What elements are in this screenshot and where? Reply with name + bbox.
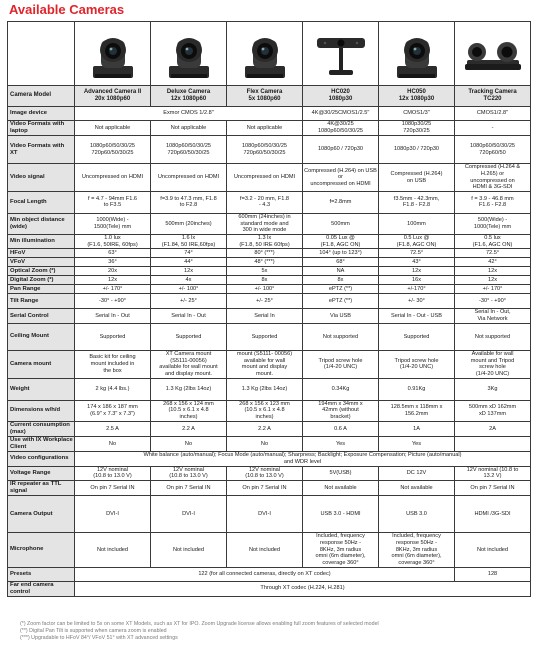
row-label: Pan Range (8, 285, 75, 294)
table-row (8, 258, 531, 267)
table-cell: 1.6 lx (F1.84, 50 IRE,60fps) (151, 235, 227, 249)
row-label: Focal Length (8, 191, 75, 213)
table-cell: 12x (455, 267, 531, 276)
table-cell: 36° (75, 258, 151, 267)
table-cell: 2A (455, 421, 531, 436)
table-cell: 104° (up to 123°) (303, 249, 379, 258)
ptz-camera-icon (385, 26, 449, 84)
table-cell: Included, frequency response 50Hz - 8KHz, 3m radius omni (6m diameter), coverage 360° (303, 533, 379, 568)
table-row (8, 496, 531, 533)
table-cell: 12V nominal (10.8 to 13.0 V) (75, 466, 151, 480)
table-cell: Through XT codec (H.224, H.281) (75, 581, 531, 596)
table-cell: 42° (455, 258, 531, 267)
table-cell: 74° (151, 249, 227, 258)
table-cell: Supported (151, 323, 227, 350)
table-cell: -30° - +90° (75, 294, 151, 309)
table-cell: 600mm (24inches) in standard mode and 300 in wide mode (227, 213, 303, 234)
table-cell: 0.34Kg (303, 378, 379, 400)
row-label: Camera Model (8, 86, 75, 107)
usb-bar-camera-icon (309, 26, 373, 84)
table-row (8, 480, 531, 495)
table-cell: Via USB (303, 309, 379, 323)
table-cell: 3Kg (455, 378, 531, 400)
table-cell: 2.2 A (151, 421, 227, 436)
row-label: Microphone (8, 533, 75, 568)
table-cell: On pin 7 Serial IN (75, 480, 151, 495)
table-cell: 2 kg (4.4 lbs.) (75, 378, 151, 400)
page-title: Available Cameras (9, 2, 125, 17)
table-cell: f = 3.9 - 46.8 mm F1.6 - F2.8 (455, 191, 531, 213)
table-cell: USB 3.0 (379, 496, 455, 533)
row-label: Presets (8, 567, 75, 581)
camera-spec-table (7, 21, 531, 597)
table-cell: +/- 30° (379, 294, 455, 309)
camera-image-row (8, 22, 531, 86)
table-cell: Uncompressed on HDMI (151, 164, 227, 192)
table-cell: Not available (303, 480, 379, 495)
table-cell: f3.5mm - 42.3mm, F1.8 - F2.8 (379, 191, 455, 213)
table-cell: NA (303, 267, 379, 276)
table-row (8, 452, 531, 466)
camera-image-cell (151, 22, 227, 86)
table-cell: No (75, 436, 151, 451)
row-label: Min object distance (wide) (8, 213, 75, 234)
table-cell: 1080p60/50/30/25 720p60/50/30/25 (151, 136, 227, 164)
table-cell: 4K@30/25 1080p60/50/30/25 (303, 121, 379, 136)
camera-image-cell (455, 22, 531, 86)
table-cell: Serial In - Out, Via Network (455, 309, 531, 323)
table-row (8, 191, 531, 213)
table-row (8, 107, 531, 121)
camera-image-cell (379, 22, 455, 86)
table-cell: 8x (303, 276, 379, 285)
row-label: Serial Control (8, 309, 75, 323)
row-label: Video Formats with laptop (8, 121, 75, 136)
table-row (8, 400, 531, 421)
table-cell: ePTZ (**) (303, 294, 379, 309)
footnote: (*) Zoom factor can be limited to 5x on some XT Models, such as XT for IPO. Zoom Upgrade license allows enabling full zoom features of selected model (20, 621, 379, 627)
table-cell: 48° (***) (227, 258, 303, 267)
table-cell: 268 x 156 x 123 mm (10.5 x 6.1 x 4.8 inches) (227, 400, 303, 421)
table-row (8, 421, 531, 436)
table-cell: XT Camera mount (S5111-00056) available for wall mount and display mount. (151, 350, 227, 378)
table-cell: 12V nominal (10.8 to 13.0 V) (227, 466, 303, 480)
table-cell: 5x (227, 267, 303, 276)
table-cell: Serial In - Out - USB (379, 309, 455, 323)
table-cell: 72.5° (455, 249, 531, 258)
row-label: Optical Zoom (*) (8, 267, 75, 276)
table-cell: 12V nominal (10.8 to 13.2 V) (455, 466, 531, 480)
table-row (8, 436, 531, 451)
table-cell: 0.5 lux (F1.6, AGC ON) (455, 235, 531, 249)
table-cell: 0.6 A (303, 421, 379, 436)
table-cell: 0.91Kg (379, 378, 455, 400)
table-row (8, 235, 531, 249)
row-label: Voltage Range (8, 466, 75, 480)
table-cell: 268 x 156 x 124 mm (10.5 x 6.1 x 4.8 inches) (151, 400, 227, 421)
table-cell: Basic kit for ceiling mount included in the box (75, 350, 151, 378)
table-cell: Not supported (303, 323, 379, 350)
table-cell: Not applicable (75, 121, 151, 136)
table-cell: f=3.9 to 47.3 mm, F1.8 to F2.8 (151, 191, 227, 213)
table-cell: ePTZ (**) (303, 285, 379, 294)
table-cell: CMOS1/3" (379, 107, 455, 121)
table-row (8, 276, 531, 285)
row-label: Camera mount (8, 350, 75, 378)
table-row (8, 294, 531, 309)
ptz-camera-icon (233, 26, 297, 84)
table-cell: +/- 100° (227, 285, 303, 294)
table-cell: DC 12V (379, 466, 455, 480)
table-cell: On pin 7 Serial IN (227, 480, 303, 495)
row-label: Use with IX Workplace Client (8, 436, 75, 451)
table-cell: Included, frequency response 50Hz - 8KHz, 3m radius omni (6m diameter), coverage 360° (379, 533, 455, 568)
ptz-camera-icon (81, 26, 145, 84)
camera-image-cell (227, 22, 303, 86)
table-cell: DVI-I (151, 496, 227, 533)
table-cell: USB 3.0 - HDMI (303, 496, 379, 533)
camera-image-cell (75, 22, 151, 86)
table-cell: DVI-I (75, 496, 151, 533)
table-cell: 2.5 A (75, 421, 151, 436)
table-cell: Supported (75, 323, 151, 350)
table-cell: mount (S5111- 00056) available for wall mount and display mount. (227, 350, 303, 378)
table-row (8, 350, 531, 378)
table-cell: 1080p60/50/30/25 720p60/50/30/25 (75, 136, 151, 164)
table-cell: 8x (227, 276, 303, 285)
table-row (8, 285, 531, 294)
table-cell: 194mm x 34mm x 42mm (without bracket) (303, 400, 379, 421)
table-cell: 20x (75, 267, 151, 276)
table-cell: Supported (227, 323, 303, 350)
table-cell: Yes (303, 436, 379, 451)
camera-image-cell (303, 22, 379, 86)
table-cell: 68° (303, 258, 379, 267)
table-cell: Compressed (H.264) on USB (379, 164, 455, 192)
table-cell: Tripod screw hole (1/4-20 UNC) (379, 350, 455, 378)
table-cell: 16x (379, 276, 455, 285)
camera-model-name: Tracking Camera TC220 (455, 86, 531, 107)
table-cell: Uncompressed on HDMI (75, 164, 151, 192)
table-cell: No (151, 436, 227, 451)
table-row (8, 136, 531, 164)
table-cell: 63° (75, 249, 151, 258)
footnote: (***) Upgradable to HFoV 84°/ VFoV 51° with XT advanced settings (20, 634, 178, 641)
row-label: Digital Zoom (*) (8, 276, 75, 285)
table-cell: f=2.8mm (303, 191, 379, 213)
table-cell: Compressed (H.264) on USB or uncompressed on HDMI (303, 164, 379, 192)
footnote: (**) Digital Pan Tilt is supported when camera zoom is enabled (20, 627, 167, 634)
table-cell: Supported (379, 323, 455, 350)
table-cell: 1080p60/50/30/25 720p60/50 (455, 136, 531, 164)
table-cell: On pin 7 Serial IN (455, 480, 531, 495)
table-cell: 12x (75, 276, 151, 285)
table-cell: - (455, 121, 531, 136)
table-row (8, 213, 531, 234)
table-cell: +/-170° (379, 285, 455, 294)
table-cell: Not included (227, 533, 303, 568)
table-cell: Serial In - Out (151, 309, 227, 323)
row-label: Tilt Range (8, 294, 75, 309)
camera-model-name: Flex Camera 5x 1080p60 (227, 86, 303, 107)
table-cell: On pin 7 Serial IN (151, 480, 227, 495)
table-row (8, 581, 531, 596)
row-label: Current consumption (max) (8, 421, 75, 436)
table-cell: 500(Wide) - 1000(Tele) mm (455, 213, 531, 234)
table-cell: 100mm (379, 213, 455, 234)
row-label: HFoV (8, 249, 75, 258)
row-label: Image device (8, 107, 75, 121)
camera-model-name: HC020 1080p30 (303, 86, 379, 107)
table-cell: 12x (379, 267, 455, 276)
table-cell: 5V(USB) (303, 466, 379, 480)
table-row (8, 309, 531, 323)
row-label: Min illumination (8, 235, 75, 249)
table-cell: 72.5° (379, 249, 455, 258)
row-label: Video Formats with XT (8, 136, 75, 164)
table-cell: 128.5mm x 118mm x 156.2mm (379, 400, 455, 421)
table-row (8, 164, 531, 192)
table-cell: 1.3 Kg (2lbs 14oz) (151, 378, 227, 400)
table-cell: 12V nominal (10.8 to 13.0 V) (151, 466, 227, 480)
table-row (8, 533, 531, 568)
table-cell: Not applicable (151, 121, 227, 136)
table-cell: 0.5 Lux @ (F1.8, AGC ON) (379, 235, 455, 249)
table-cell: 12x (151, 267, 227, 276)
table-cell: +/- 170° (75, 285, 151, 294)
row-label: Ceiling Mount (8, 323, 75, 350)
table-cell: No (227, 436, 303, 451)
table-cell: Not applicable (227, 121, 303, 136)
dual-tracking-camera-icon (461, 26, 525, 84)
table-cell: +/- 100° (151, 285, 227, 294)
table-cell: Compressed (H.264 & H.265) or uncompressed on HDMI & 3G-SDI (455, 164, 531, 192)
table-cell: +/- 25° (227, 294, 303, 309)
table-cell: Uncompressed on HDMI (227, 164, 303, 192)
table-cell: 1080p60/50/30/25 720p60/50/30/25 (227, 136, 303, 164)
table-cell: 2.2 A (227, 421, 303, 436)
table-cell: 1080p60 / 720p30 (303, 136, 379, 164)
row-label: Video signal (8, 164, 75, 192)
ptz-camera-icon (157, 26, 221, 84)
table-cell: 1000(Wide) - 1500(Tele) mm (75, 213, 151, 234)
table-cell: 4K@30/25CMOS1/2.5" (303, 107, 379, 121)
camera-model-name: Deluxe Camera 12x 1080p60 (151, 86, 227, 107)
table-cell: 500mm (303, 213, 379, 234)
table-row (8, 567, 531, 581)
table-cell: Not available (379, 480, 455, 495)
table-cell: 44° (151, 258, 227, 267)
row-label: IR repeater as TTL signal (8, 480, 75, 495)
table-row (8, 378, 531, 400)
table-cell: 122 (for all connected cameras, directly on XT codec) (75, 567, 455, 581)
table-cell: Not included (151, 533, 227, 568)
row-label: Video configurations (8, 452, 75, 466)
camera-model-row (8, 86, 531, 107)
table-cell: 1A (379, 421, 455, 436)
table-cell: Not included (75, 533, 151, 568)
table-cell: 500mm (20inches) (151, 213, 227, 234)
table-cell: White balance (auto/manual); Focus Mode (auto/manual); Sharpness; Backlight; Exposure Compensation; Picture (auto/manual) and WDR level (75, 452, 531, 466)
table-cell: 80° (***) (227, 249, 303, 258)
table-cell: 1.3 lx (F1.8, 50 IRE 60fps) (227, 235, 303, 249)
row-label: VFoV (8, 258, 75, 267)
table-cell: Yes (379, 436, 455, 451)
table-row (8, 466, 531, 480)
table-cell: 43° (379, 258, 455, 267)
table-cell: CMOS1/2.8" (455, 107, 531, 121)
row-label: Camera Output (8, 496, 75, 533)
table-cell: f = 4.7 - 94mm F1.6 to F3.5 (75, 191, 151, 213)
table-row (8, 267, 531, 276)
table-cell: Exmor CMOS 1/2.8" (75, 107, 303, 121)
table-cell: Serial In (227, 309, 303, 323)
table-cell: 500mm xD 162mm xD 137mm (455, 400, 531, 421)
footnotes (20, 621, 379, 642)
table-cell: -30° - +90° (455, 294, 531, 309)
camera-model-name: HC050 12x 1080p30 (379, 86, 455, 107)
table-cell: Not included (455, 533, 531, 568)
camera-model-name: Advanced Camera II 20x 1080p60 (75, 86, 151, 107)
table-cell: 12x (455, 276, 531, 285)
table-cell: 1080p30 / 720p30 (379, 136, 455, 164)
table-row (8, 323, 531, 350)
table-cell: Tripod screw hole (1/4-20 UNC) (303, 350, 379, 378)
table-cell: f=3.2 - 20 mm, F1.8 - 4.3 (227, 191, 303, 213)
table-cell: HDMI /3G-SDI (455, 496, 531, 533)
table-cell: 1.3 Kg (2lbs 14oz) (227, 378, 303, 400)
table-row (8, 249, 531, 258)
table-cell: Serial In - Out (75, 309, 151, 323)
table-cell: 0.05 Lux @ (F1.8, AGC ON) (303, 235, 379, 249)
table-cell: Available for wall mount and Tripod screw hole (1/4-20 UNC) (455, 350, 531, 378)
row-label: Dimensions w/h/d (8, 400, 75, 421)
table-row (8, 121, 531, 136)
table-cell: +/- 25° (151, 294, 227, 309)
corner-cell (8, 22, 75, 86)
row-label: Far end camera control (8, 581, 75, 596)
table-cell: 1080p30/25 720p30/25 (379, 121, 455, 136)
table-cell: 4x (151, 276, 227, 285)
table-cell: +/- 170° (455, 285, 531, 294)
table-cell (455, 436, 531, 451)
table-cell: DVI-I (227, 496, 303, 533)
table-cell: 1.0 lux (F1.6, 50IRE, 60fps) (75, 235, 151, 249)
table-cell: 174 x 186 x 187 mm (6.9" x 7.3" x 7.3") (75, 400, 151, 421)
table-cell: Not supported (455, 323, 531, 350)
row-label: Weight (8, 378, 75, 400)
table-cell: 128 (455, 567, 531, 581)
